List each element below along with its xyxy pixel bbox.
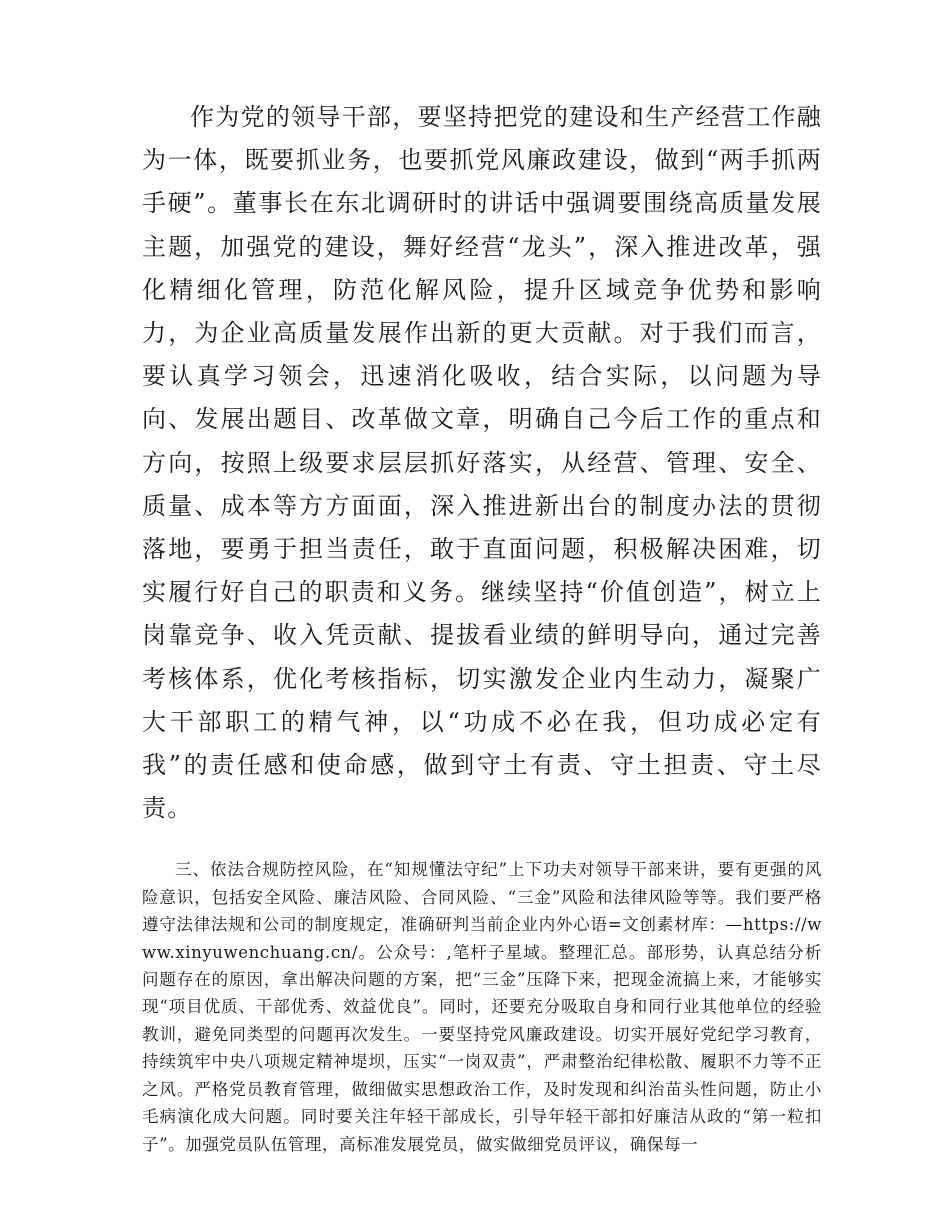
body-paragraph-leadership: 作为党的领导干部，要坚持把党的建设和生产经营工作融为一体，既要抓业务，也要抓党风廉政建设，做到“两手抓两手硬”。董事长在东北调研时的讲话中强调要围绕高质量发展主题，加强党的建设，舞好经营“龙头”，深入推进改革，强化精细化管理，防范化解风险，提升区域竞争优势和影响力，为企业高质量发展作出新的更大贡献。对于我们而言，要认真学习领会，迅速消化吸收，结合实际，以问题为导向、发展出题目、改革做文章，明确自己今后工作的重点和方向，按照上级要求层层抓好落实，从经营、管理、安全、质量、成本等方方面面，深入推进新出台的制度办法的贯彻落地，要勇于担当责任，敢于直面问题，积极解决困难，切实履行好自己的职责和义务。继续坚持“价值创造”，树立上岗靠竞争、收入凭贡献、提拔看业绩的鲜明导向，通过完善考核体系，优化考核指标，切实激发企业内生动力，凝聚广大干部职工的精气神，以“功成不必在我，但功成必定有我”的责任感和使命感，做到守土有责、守土担责、守土尽责。 xyxy=(142,103,822,823)
body-paragraph-risk-control: 三、依法合规防控风险，在“知规懂法守纪”上下功夫对领导干部来讲，要有更强的风险意识，包括安全风险、廉洁风险、合同风险、“三金”风险和法律风险等等。我们要严格遵守法律法规和公司的制度规定，准确研判当前企业内外心语=文创素材库：—https://www.xinyuwenchuang.cn/。公众号：,笔杆子星域。整理汇总。部形势，认真总结分析问题存在的原因，拿出解决问题的方案，把“三金”压降下来，把现金流搞上来，才能够实现“项目优质、干部优秀、效益优良”。同时，还要充分吸取自身和同行业其他单位的经验教训，避免同类型的问题再次发生。一要坚持党风廉政建设。切实开展好党纪学习教育，持续筑牢中央八项规定精神堤坝，压实“一岗双责”，严肃整治纪律松散、履职不力等不正之风。严格党员教育管理，做细做实思想政治工作，及时发现和纠治苗头性问题，防止小毛病演化成大问题。同时要关注年轻干部成长，引导年轻干部扣好廉洁从政的“第一粒扣子”。加强党员队伍管理，高标准发展党员，做实做细党员评议，确保每一 xyxy=(142,860,822,1154)
document-page xyxy=(142,96,822,1158)
